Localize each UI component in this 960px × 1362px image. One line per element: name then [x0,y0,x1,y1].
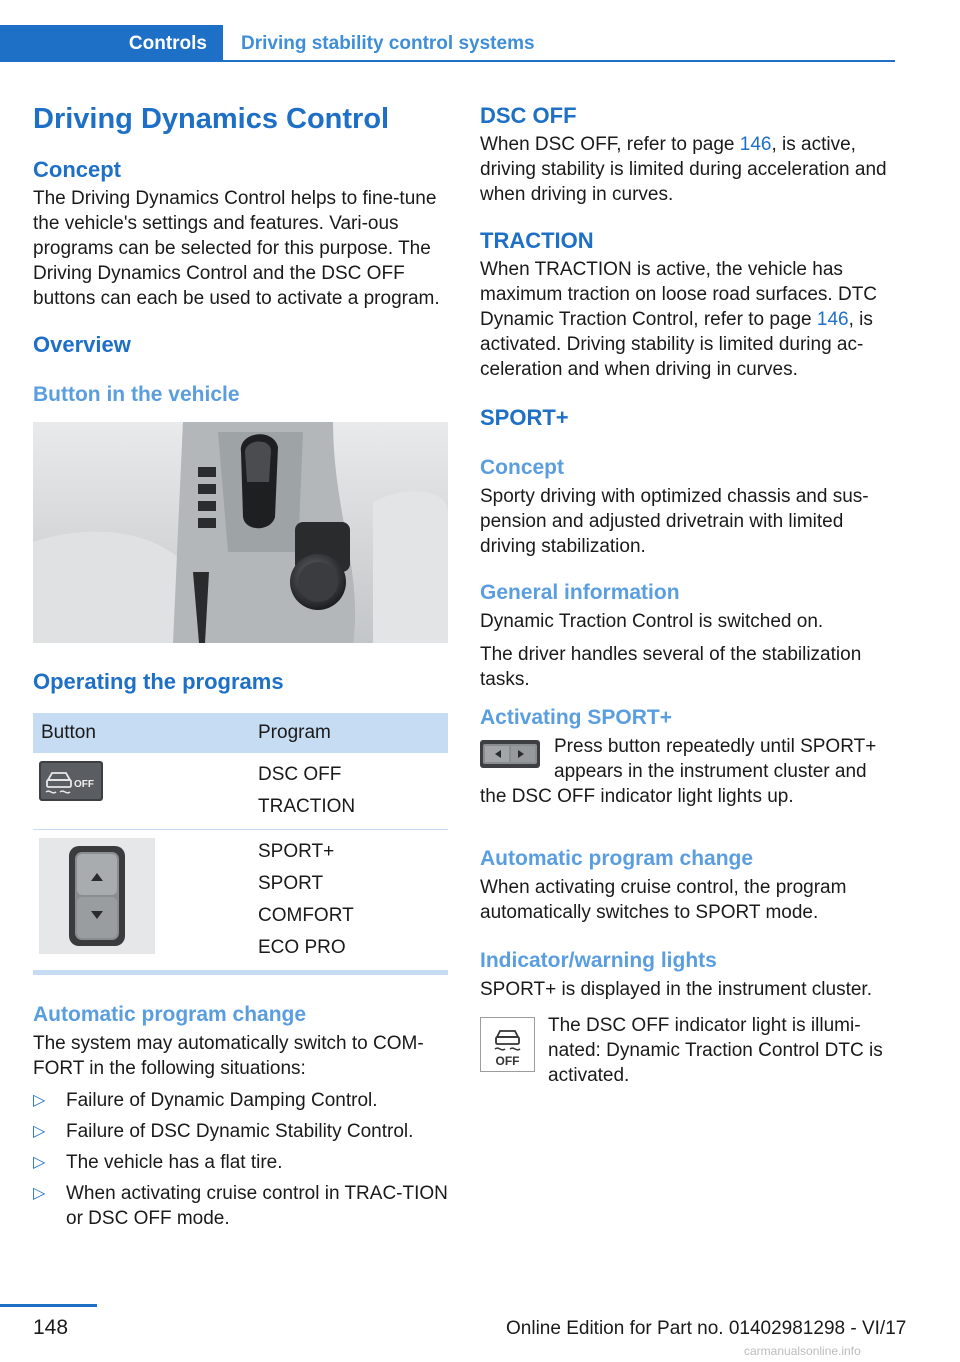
triangle-bullet-icon: ▷ [33,1185,46,1202]
right-column [480,100,898,1088]
auto-change-text: The system may automatically switch to COM-FORT in the following situations: [33,1033,424,1079]
list-item: ▷ Failure of Dynamic Damping Control. [33,1090,378,1111]
general-info-heading: General information [480,581,680,604]
traction-heading: TRACTION [480,228,594,253]
page-number: 148 [33,1316,69,1339]
sport-auto-change-text: When activating cruise control, the program automatically switches to SPORT mode. [480,877,847,923]
program-sport-plus: SPORT+ [258,841,335,862]
svg-text:OFF: OFF [495,1054,520,1068]
vehicle-console-photo [33,422,448,643]
concept-text: The Driving Dynamics Control helps to fine-tune the vehicle's settings and features. Vari-ous programs can be selected for this purpose. The Driving Dynamics Control and the DSC OFF buttons can each be used to activate a program. [33,188,440,309]
footer-rule [0,1304,97,1307]
dsc-off-text: When DSC OFF, refer to page 146, is active, driving stability is limited during acceleration and when driving in curves. [480,134,887,205]
sport-concept-heading: Concept [480,456,564,479]
activating-text: Press button repeatedly until SPORT+ appears in the instrument cluster and the DSC OFF indicator light lights up. [480,736,877,807]
operating-programs-heading: Operating the programs [33,669,284,694]
concept-heading: Concept [33,157,121,182]
overview-heading: Overview [33,332,131,357]
dsc-off-heading: DSC OFF [480,103,577,128]
page-link[interactable]: 146 [816,309,849,330]
traction-text: When TRACTION is active, the vehicle has maximum traction on loose road surfaces. DTC Dynamic Traction Control, refer to page 146, is activated. Driving stability is limited during ac-celeration and when driving in curves. [480,259,878,380]
sport-auto-change-heading: Automatic program change [480,847,754,870]
left-column [33,100,448,1237]
sport-switch-icon [480,740,540,768]
activating-block [480,734,898,809]
list-item: ▷ When activating cruise control in TRAC-TION or DSC OFF mode. [33,1183,448,1229]
triangle-bullet-icon: ▷ [33,1092,46,1109]
table-header-button: Button [33,713,250,753]
auto-change-list [33,1088,448,1231]
table-row [33,830,448,971]
section-title: Driving stability control systems [241,33,535,54]
header-rule [223,60,895,62]
table-header-program: Program [250,713,448,753]
table-header-row [33,713,448,753]
page-link[interactable]: 146 [739,134,772,155]
program-comfort: COMFORT [258,905,354,926]
triangle-bullet-icon: ▷ [33,1123,46,1140]
indicator-light-text: The DSC OFF indicator light is illumi-nated: Dynamic Traction Control DTC is activated. [548,1015,883,1086]
button-in-vehicle-heading: Button in the vehicle [33,383,240,406]
program-traction: TRACTION [258,796,356,817]
dsc-off-button-icon [39,761,103,801]
svg-text:OFF: OFF [74,779,94,790]
list-item: ▷ The vehicle has a flat tire. [33,1152,283,1173]
table-cell-button [33,753,250,830]
sport-concept-text: Sporty driving with optimized chassis and sus-pension and adjusted drivetrain with limited driving stabilization. [480,486,869,557]
general-info-text-1: Dynamic Traction Control is switched on. [480,611,824,632]
table-cell-button [33,830,250,971]
sport-plus-heading: SPORT+ [480,405,569,430]
page-title: Driving Dynamics Control [33,103,390,135]
indicator-text: SPORT+ is displayed in the instrument cluster. [480,979,872,1000]
indicator-heading: Indicator/warning lights [480,949,717,972]
indicator-block [480,1013,898,1088]
page-header [0,25,895,62]
table-cell-program [250,830,448,971]
general-info-text-2: The driver handles several of the stabilization tasks. [480,644,862,690]
table-bottom-rule [33,971,448,975]
programs-table [33,713,448,971]
auto-change-heading: Automatic program change [33,1003,307,1026]
table-cell-program [250,753,448,830]
program-dsc-off: DSC OFF [258,764,342,785]
activating-heading: Activating SPORT+ [480,706,672,729]
program-sport: SPORT [258,873,324,894]
list-item: ▷ Failure of DSC Dynamic Stability Control. [33,1121,414,1142]
triangle-bullet-icon: ▷ [33,1154,46,1171]
edition-text: Online Edition for Part no. 01402981298 - VI/17 [506,1318,907,1339]
table-row [33,753,448,830]
chapter-label: Controls [128,32,207,54]
dsc-off-indicator-icon [480,1017,535,1072]
program-eco-pro: ECO PRO [258,937,346,958]
driving-dynamics-switch-icon [39,838,155,954]
chapter-tab [0,25,223,62]
watermark: carmanualsonline.info [744,1344,861,1358]
